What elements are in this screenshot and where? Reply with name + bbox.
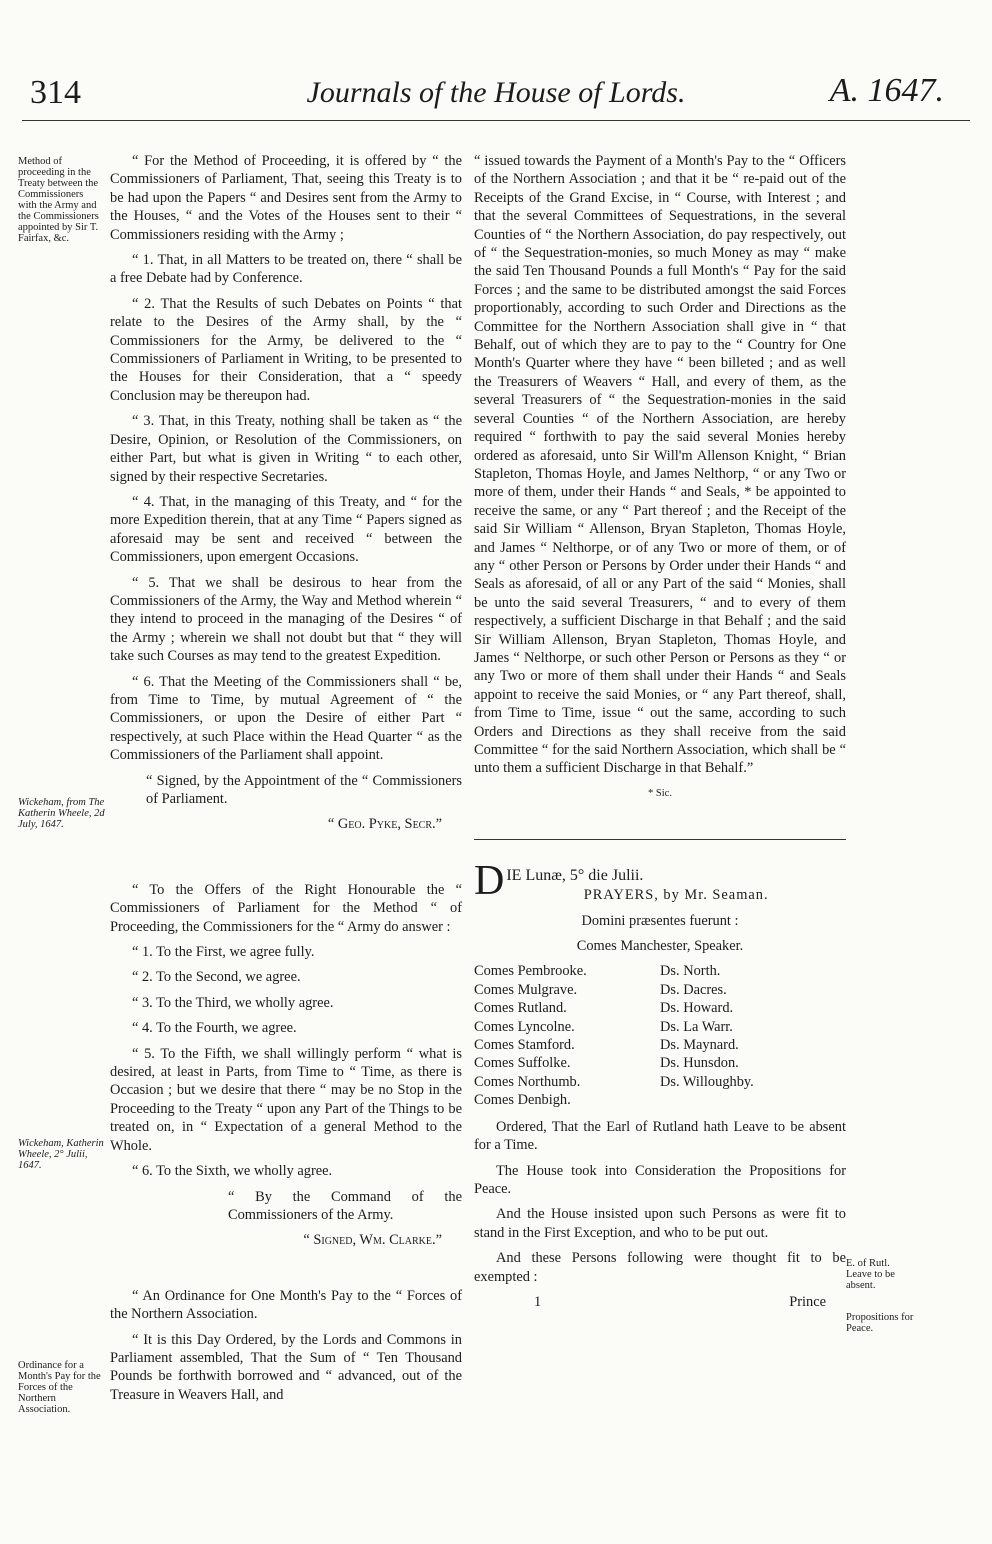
dominus-entry: Ds. La Warr. (660, 1018, 733, 1035)
command-line: “ By the Command of the Commissioners of the Army. (228, 1188, 462, 1223)
house-insisted: And the House insisted upon such Persons as were fit to stand in the First Exception, and who to be put out. (474, 1206, 846, 1241)
section-rule (474, 839, 846, 840)
comes-entry: Comes Denbigh. (474, 1092, 571, 1109)
drop-cap: D (474, 858, 505, 905)
offer-5: “ 5. That we shall be desirous to hear from the Commissioners of the Army, the Way and Method wherein “ they intend to proceed in the managing of the Desires “ of the Army ; wherein we shall not doubt but that “ they will take such Courses as may tend to the greatest Expedition. (110, 574, 462, 665)
right-column (474, 152, 846, 1311)
ordered-rutland: Ordered, That the Earl of Rutland hath Leave to be absent for a Time. (474, 1118, 846, 1154)
dominus-entry: Ds. Maynard. (660, 1037, 739, 1054)
attendance-list (474, 962, 846, 1109)
page-number: 314 (30, 74, 81, 111)
margin-note-wickeham-2: Wickeham, Katherin Wheele, 2° Julii, 1647. (18, 1138, 104, 1171)
speaker-line: Comes Manchester, Speaker. (576, 938, 744, 955)
house-exempted: And these Persons following were thought fit to be exempted : (474, 1250, 846, 1285)
answer-5: “ 5. To the Fifth, we shall willingly perform “ what is desired, at least in Parts, from Time to “ Time, as there is Occasion ; but we desire that there “ may be no Stop in the Proceeding to the Treaty “ upon any Part of the Things to be treated on, in “ Expectation of a general Method to the Whole. (110, 1045, 462, 1154)
house-consideration: The House took into Consideration the Propositions for Peace. (474, 1162, 846, 1197)
ordinance-title: “ An Ordinance for One Month's Pay to the “ Forces of the Northern Association. (110, 1287, 462, 1323)
comes-entry: Comes Mulgrave. (474, 981, 578, 998)
margin-note-wickeham-1: Wickeham, from The Katherin Wheele, 2d July, 1647. (18, 797, 105, 830)
header-rule (22, 120, 970, 121)
catchword: Prince (789, 1293, 826, 1310)
signature-mark: 1 (534, 1293, 542, 1310)
ordinance-continuation: “ issued towards the Payment of a Month's Pay to the “ Officers of the Northern Association ; and that it be “ re-paid out of the Receipts of the Grand Excise, in “ Course, with Interest ; and that the several Committees of Sequestrations, in the several Counties of “ the Northern Association, do pay respectively, out of “ the Sequestration-monies, so much Money as may “ make the said Ten Thousand Pounds a full Month's “ Pay for the said Forces ; and the same to be distributed amongst the said Forces proportionably, according to such Order and Directions as the Committee for the Northern Association shall give in “ that Behalf, out of which they are to pay to the “ Country for One Month's Quarter where they have “ been billeted ; and as well the Treasurers of Weavers “ Hall, and every of them, as the several Treasurers of “ the Sequestration-monies in the said several Counties “ of the Northern Association, are hereby required “ forthwith to pay the said several Monies hereby ordered as aforesaid, unto Sir Will'm Allenson Knight, “ Brian Stapleton, Thomas Hoyle, and James Nelthorp, “ or any Two or more of them, under their Hands “ and Seals, * be appointed to receive the same, or any “ Part thereof ; and the Receipt of the said Sir William “ Allenson, Bryan Stapleton, Thomas Hoyle, and James “ Nelthorpe, or of any Two or more of them, or of any “ other Person or Persons by Order under their Hands “ and Seals as aforesaid, of all or any Part of the said “ Monies, shall be unto the said several Treasurers, “ and to every of them respectively, a sufficient Discharge in that Behalf ; and the said Sir William Allenson, Bryan Stapleton, Thomas Hoyle, and James “ Nelthorpe, or such other Person or Persons as they “ or any Two or more of them shall under their Hands “ and Seals appoint to receive the said Monies, or “ any Part thereof, shall, from Time to Time, issue “ out the same, according to such Orders and Directions as they shall receive from the said Committee “ for the said Northern Association, which shall be “ unto them a sufficient Discharge in that Behalf.” (474, 153, 846, 777)
margin-note-ordinance: Ordinance for a Month's Pay for the Forces of the Northern Association. (18, 1360, 101, 1415)
domini-line: Domini præsentes fuerunt : (581, 912, 739, 929)
answer-4: “ 4. To the Fourth, we agree. (132, 1020, 297, 1037)
page-header (0, 60, 992, 124)
comes-entry: Comes Lyncolne. (474, 1018, 575, 1035)
comes-entry: Comes Rutland. (474, 1000, 567, 1017)
offer-4: “ 4. That, in the managing of this Treaty, and “ for the more Expedition therein, that at any Time “ Papers signed as aforesaid may be sent and received “ between the Commissioners, upon emergent Occasions. (110, 493, 462, 566)
page-year: A. 1647. (829, 72, 944, 109)
prayers-line: PRAYERS, by Mr. Seaman. (583, 887, 769, 904)
offer-1: “ 1. That, in all Matters to be treated on, there “ shall be a free Debate had by Conference. (110, 252, 462, 287)
offer-3: “ 3. That, in this Treaty, nothing shall be taken as “ the Desire, Opinion, or Resolution of the Commissioners, on either Part, but what is given in Writing “ to each other, signed by their respective Secretaries. (110, 413, 462, 485)
dominus-entry: Ds. Hunsdon. (660, 1055, 739, 1072)
method-intro: “ For the Method of Proceeding, it is offered by “ the Commissioners of Parliament, That, seeing this Treaty is to be had upon the Papers “ and Desires sent from the Army to the Houses, “ and the Votes of the Houses sent to their “ Commissioners residing with the Army ; (110, 153, 462, 243)
signature-clarke: “ Signed, Wm. Clarke.” (303, 1232, 442, 1249)
signed-appointment: “ Signed, by the Appointment of the “ Commissioners of Parliament. (146, 772, 462, 807)
comes-entry: Comes Stamford. (474, 1037, 575, 1054)
offer-6: “ 6. That the Meeting of the Commissioners shall “ be, from Time to Time, by mutual Agreement of “ the Commissioners, or upon the Desire of either Part “ respectively, at such Place within the Head Quarter “ as the Commissioners of the Parliament shall appoint. (110, 673, 462, 764)
offer-2: “ 2. That the Results of such Debates on Points “ that relate to the Desires of the Army shall, by the “ Commissioners for the Army, be delivered to the “ Commissioners of Parliament in Writing, to be presented to the Houses for their Consideration, that a “ speedy Conclusion may be thereupon had. (110, 295, 462, 404)
catchword-line (474, 1293, 846, 1311)
margin-note-method: Method of proceeding in the Treaty between the Commissioners with the Army and the Commissioners appointed by Sir T. Fairfax, &c. (18, 156, 99, 244)
comes-entry: Comes Suffolke. (474, 1055, 571, 1072)
comes-entry: Comes Pembrooke. (474, 963, 587, 980)
dominus-entry: Ds. North. (660, 963, 721, 980)
left-column (110, 152, 462, 1411)
answer-6: “ 6. To the Sixth, we wholly agree. (132, 1163, 333, 1180)
comes-entry: Comes Northumb. (474, 1073, 581, 1090)
sic-note: * Sic. (648, 787, 672, 799)
comites-column (474, 962, 660, 1109)
answer-3: “ 3. To the Third, we wholly agree. (132, 994, 334, 1011)
margin-note-rutland: E. of Rutl. Leave to be absent. (846, 1258, 895, 1291)
margin-note-propositions: Propositions for Peace. (846, 1312, 914, 1334)
running-title: Journals of the House of Lords. (306, 76, 686, 109)
dominus-entry: Ds. Dacres. (660, 981, 727, 998)
signature-pyke: “ Geo. Pyke, Secr.” (327, 816, 442, 833)
session-date: IE Lunæ, 5° die Julii. (506, 867, 644, 885)
domini-column (660, 962, 846, 1109)
answer-2: “ 2. To the Second, we agree. (132, 969, 301, 986)
answer-intro: “ To the Offers of the Right Honourable the “ Commissioners of Parliament for the Method “ of Proceeding, the Commissioners for the “ Army do answer : (110, 881, 462, 935)
answer-1: “ 1. To the First, we agree fully. (132, 944, 315, 961)
dominus-entry: Ds. Howard. (660, 1000, 734, 1017)
ordinance-text: “ It is this Day Ordered, by the Lords and Commons in Parliament assembled, That the Sum of “ Ten Thousand Pounds be forthwith borrowed and “ advanced, out of the Treasure in Weavers Hall, and (110, 1331, 462, 1403)
dominus-entry: Ds. Willoughby. (660, 1073, 754, 1090)
